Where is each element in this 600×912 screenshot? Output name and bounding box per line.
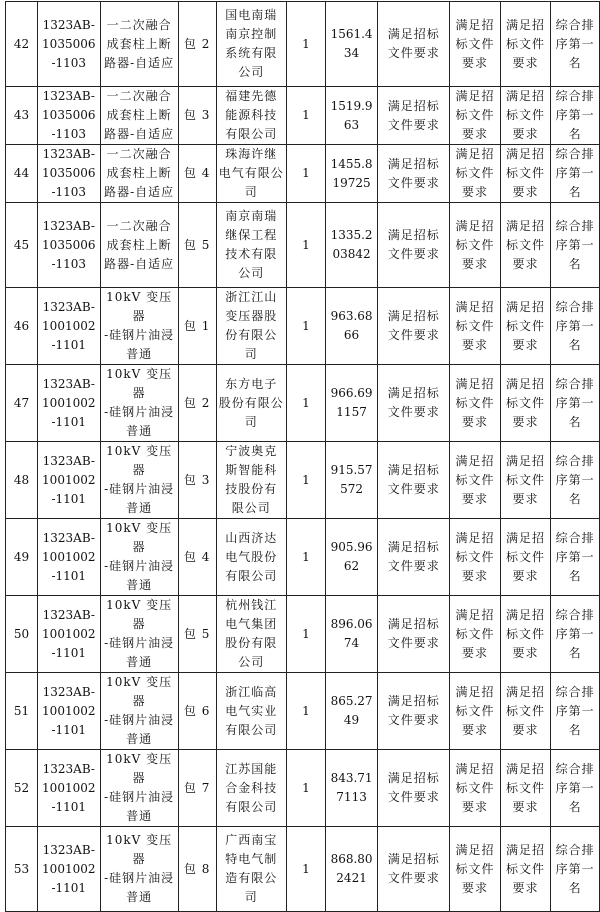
package-text: 包 3	[183, 472, 211, 487]
seq-cell	[6, 87, 38, 145]
quantity-cell	[286, 442, 325, 519]
technical-review-cell	[450, 145, 500, 203]
bidder-cell	[216, 2, 286, 87]
technical-review-text: 满足招 标文件 要求	[455, 299, 495, 352]
item-code-cell	[37, 750, 100, 827]
item-code-cell	[37, 145, 100, 203]
seq-cell	[6, 673, 38, 750]
quantity-text: 1	[302, 626, 310, 641]
package-cell	[178, 442, 216, 519]
price-review-cell	[500, 2, 550, 87]
ranking-result-text: 综合排 序第一 名	[555, 376, 595, 429]
seq-text: 46	[13, 318, 30, 333]
ranking-result-cell	[551, 145, 600, 203]
commercial-review-cell	[378, 673, 450, 750]
seq-cell	[6, 203, 38, 288]
package-cell	[178, 288, 216, 365]
bid-price-cell	[326, 365, 378, 442]
material-name-text: 一二次融合 成套柱上断 路器-自适应	[104, 218, 175, 271]
item-code-cell	[37, 365, 100, 442]
bidder-cell	[216, 365, 286, 442]
material-name-text: 一二次融合 成套柱上断 路器-自适应	[104, 17, 175, 70]
seq-cell	[6, 519, 38, 596]
quantity-cell	[286, 673, 325, 750]
table-row	[6, 596, 600, 673]
package-text: 包 8	[183, 861, 211, 876]
bidder-cell	[216, 519, 286, 596]
technical-review-cell	[450, 442, 500, 519]
material-name-cell	[100, 442, 178, 519]
table-row	[6, 750, 600, 827]
package-cell	[178, 596, 216, 673]
seq-cell	[6, 596, 38, 673]
material-name-cell	[100, 519, 178, 596]
ranking-result-cell	[551, 442, 600, 519]
bid-price-text: 1455.8 19725	[330, 156, 373, 190]
package-cell	[178, 827, 216, 912]
bidder-cell	[216, 203, 286, 288]
seq-text: 51	[13, 703, 30, 718]
package-text: 包 6	[183, 703, 211, 718]
bid-price-cell	[326, 203, 378, 288]
item-code-cell	[37, 288, 100, 365]
technical-review-cell	[450, 203, 500, 288]
technical-review-text: 满足招 标文件 要求	[455, 17, 495, 70]
bidder-cell	[216, 673, 286, 750]
price-review-cell	[500, 288, 550, 365]
bidder-cell	[216, 442, 286, 519]
technical-review-text: 满足招 标文件 要求	[455, 607, 495, 660]
bid-price-text: 1335.2 03842	[330, 228, 373, 261]
ranking-result-text: 综合排 序第一 名	[555, 299, 595, 352]
quantity-text: 1	[302, 780, 310, 795]
seq-text: 53	[13, 861, 30, 876]
seq-cell	[6, 750, 38, 827]
technical-review-text: 满足招 标文件 要求	[455, 684, 495, 737]
bid-price-cell	[326, 87, 378, 145]
technical-review-text: 满足招 标文件 要求	[455, 89, 495, 141]
ranking-result-text: 综合排 序第一 名	[555, 218, 595, 271]
quantity-cell	[286, 827, 325, 912]
table-row	[6, 203, 600, 288]
quantity-cell	[286, 365, 325, 442]
seq-cell	[6, 365, 38, 442]
ranking-result-cell	[551, 750, 600, 827]
table-row	[6, 365, 600, 442]
item-code-cell	[37, 596, 100, 673]
seq-text: 50	[13, 626, 30, 641]
table-row	[6, 442, 600, 519]
package-text: 包 5	[183, 237, 211, 252]
commercial-review-cell	[378, 750, 450, 827]
quantity-text: 1	[302, 395, 310, 410]
ranking-result-text: 综合排 序第一 名	[555, 17, 595, 70]
bid-price-cell	[326, 673, 378, 750]
quantity-text: 1	[302, 861, 310, 876]
table-row	[6, 519, 600, 596]
item-code-text: 1323AB- 1035006 -1103	[42, 147, 96, 199]
item-code-text: 1323AB- 1001002 -1101	[42, 530, 96, 583]
quantity-text: 1	[302, 237, 310, 252]
bidder-text: 东方电子 股份有限公司	[218, 376, 284, 429]
material-name-cell	[100, 145, 178, 203]
bid-price-text: 1561.4 34	[330, 27, 373, 60]
seq-cell	[6, 2, 38, 87]
technical-review-cell	[450, 365, 500, 442]
commercial-review-text: 满足招标 文件要求	[387, 540, 440, 573]
commercial-review-text: 满足招标 文件要求	[387, 309, 440, 342]
ranking-result-cell	[551, 87, 600, 145]
commercial-review-cell	[378, 145, 450, 203]
price-review-cell	[500, 596, 550, 673]
item-code-text: 1323AB- 1001002 -1101	[42, 684, 96, 737]
quantity-cell	[286, 750, 325, 827]
bid-price-cell	[326, 750, 378, 827]
quantity-cell	[286, 288, 325, 365]
item-code-text: 1323AB- 1035006 -1103	[42, 218, 96, 271]
material-name-text: 10kV 变压器 -硅钢片油浸 普通	[104, 290, 175, 361]
ranking-result-cell	[551, 673, 600, 750]
bid-price-text: 868.80 2421	[330, 852, 373, 885]
bid-price-text: 843.71 7113	[330, 771, 373, 804]
price-review-text: 满足招 标文件 要求	[506, 218, 546, 271]
package-text: 包 2	[183, 395, 211, 410]
material-name-cell	[100, 365, 178, 442]
material-name-text: 一二次融合 成套柱上断 路器-自适应	[104, 89, 175, 141]
item-code-text: 1323AB- 1035006 -1103	[42, 17, 96, 70]
table-row	[6, 2, 600, 87]
package-text: 包 5	[183, 626, 211, 641]
material-name-cell	[100, 2, 178, 87]
seq-text: 49	[13, 549, 30, 564]
material-name-text: 10kV 变压器 -硅钢片油浸 普通	[104, 752, 175, 823]
bidder-text: 山西济达 电气股份 有限公司	[225, 530, 278, 583]
material-name-text: 10kV 变压器 -硅钢片油浸 普通	[104, 833, 175, 904]
bid-price-cell	[326, 288, 378, 365]
table-row	[6, 87, 600, 145]
quantity-text: 1	[302, 472, 310, 487]
item-code-cell	[37, 442, 100, 519]
commercial-review-cell	[378, 288, 450, 365]
ranking-result-text: 综合排 序第一 名	[555, 607, 595, 660]
material-name-text: 10kV 变压器 -硅钢片油浸 普通	[104, 598, 175, 669]
bidder-text: 宁波奥克 斯智能科 技股份有 限公司	[225, 444, 278, 515]
price-review-cell	[500, 365, 550, 442]
bid-price-text: 963.68 66	[330, 309, 373, 342]
package-text: 包 7	[183, 780, 211, 795]
ranking-result-text: 综合排 序第一 名	[555, 684, 595, 737]
bid-price-cell	[326, 827, 378, 912]
item-code-text: 1323AB- 1001002 -1101	[42, 376, 96, 429]
commercial-review-cell	[378, 596, 450, 673]
item-code-text: 1323AB- 1001002 -1101	[42, 607, 96, 660]
commercial-review-cell	[378, 442, 450, 519]
quantity-cell	[286, 87, 325, 145]
item-code-cell	[37, 673, 100, 750]
bidder-cell	[216, 288, 286, 365]
bid-price-text: 896.06 74	[330, 617, 373, 650]
quantity-cell	[286, 145, 325, 203]
quantity-cell	[286, 519, 325, 596]
price-review-cell	[500, 673, 550, 750]
item-code-cell	[37, 2, 100, 87]
bidder-cell	[216, 750, 286, 827]
material-name-cell	[100, 87, 178, 145]
price-review-text: 满足招 标文件 要求	[506, 147, 546, 199]
package-text: 包 4	[183, 166, 211, 180]
seq-text: 48	[13, 472, 30, 487]
commercial-review-cell	[378, 519, 450, 596]
ranking-result-cell	[551, 596, 600, 673]
package-text: 包 2	[183, 36, 211, 51]
item-code-text: 1323AB- 1001002 -1101	[42, 761, 96, 814]
package-cell	[178, 87, 216, 145]
table-row	[6, 145, 600, 203]
technical-review-cell	[450, 750, 500, 827]
commercial-review-text: 满足招标 文件要求	[387, 98, 440, 132]
price-review-text: 满足招 标文件 要求	[506, 607, 546, 660]
price-review-text: 满足招 标文件 要求	[506, 89, 546, 141]
ranking-result-cell	[551, 365, 600, 442]
technical-review-cell	[450, 2, 500, 87]
seq-text: 43	[13, 108, 30, 122]
technical-review-text: 满足招 标文件 要求	[455, 453, 495, 506]
technical-review-text: 满足招 标文件 要求	[455, 842, 495, 895]
bid-price-text: 865.27 49	[330, 694, 373, 727]
ranking-result-cell	[551, 2, 600, 87]
item-code-text: 1323AB- 1001002 -1101	[42, 299, 96, 352]
package-cell	[178, 519, 216, 596]
commercial-review-text: 满足招标 文件要求	[387, 617, 440, 650]
seq-text: 47	[13, 395, 30, 410]
quantity-text: 1	[302, 166, 310, 180]
item-code-cell	[37, 827, 100, 912]
bid-price-cell	[326, 596, 378, 673]
ranking-result-cell	[551, 519, 600, 596]
commercial-review-cell	[378, 2, 450, 87]
quantity-text: 1	[302, 108, 310, 122]
price-review-text: 满足招 标文件 要求	[506, 299, 546, 352]
technical-review-cell	[450, 827, 500, 912]
technical-review-cell	[450, 673, 500, 750]
bidder-text: 珠海许继 电气有限公司	[218, 147, 284, 199]
ranking-result-text: 综合排 序第一 名	[555, 530, 595, 583]
package-cell	[178, 203, 216, 288]
quantity-cell	[286, 596, 325, 673]
commercial-review-text: 满足招标 文件要求	[387, 156, 440, 190]
bid-results-table	[5, 1, 600, 912]
material-name-text: 10kV 变压器 -硅钢片油浸 普通	[104, 444, 175, 515]
quantity-text: 1	[302, 318, 310, 333]
commercial-review-text: 满足招标 文件要求	[387, 852, 440, 885]
commercial-review-text: 满足招标 文件要求	[387, 228, 440, 261]
commercial-review-cell	[378, 365, 450, 442]
ranking-result-cell	[551, 203, 600, 288]
ranking-result-cell	[551, 288, 600, 365]
bidder-cell	[216, 145, 286, 203]
technical-review-text: 满足招 标文件 要求	[455, 761, 495, 814]
seq-text: 45	[13, 237, 30, 252]
quantity-cell	[286, 203, 325, 288]
bid-price-text: 1519.9 63	[330, 98, 373, 132]
seq-cell	[6, 145, 38, 203]
item-code-cell	[37, 87, 100, 145]
bid-price-cell	[326, 2, 378, 87]
bid-price-cell	[326, 442, 378, 519]
bidder-text: 浙江江山 变压器股 份有限公 司	[225, 290, 278, 361]
commercial-review-cell	[378, 203, 450, 288]
ranking-result-text: 综合排 序第一 名	[555, 89, 595, 141]
material-name-text: 10kV 变压器 -硅钢片油浸 普通	[104, 521, 175, 592]
table-row	[6, 673, 600, 750]
technical-review-text: 满足招 标文件 要求	[455, 530, 495, 583]
bid-price-cell	[326, 519, 378, 596]
material-name-cell	[100, 596, 178, 673]
technical-review-cell	[450, 288, 500, 365]
price-review-cell	[500, 442, 550, 519]
commercial-review-text: 满足招标 文件要求	[387, 27, 440, 60]
package-text: 包 3	[183, 108, 211, 122]
table-row	[6, 827, 600, 912]
price-review-text: 满足招 标文件 要求	[506, 684, 546, 737]
seq-text: 52	[13, 780, 30, 795]
material-name-cell	[100, 288, 178, 365]
table-row	[6, 288, 600, 365]
bidder-text: 江苏国能 合金科技 有限公司	[225, 761, 278, 814]
bidder-text: 福建先德 能源科技 有限公司	[225, 89, 278, 141]
quantity-text: 1	[302, 549, 310, 564]
table-body	[6, 2, 600, 912]
ranking-result-text: 综合排 序第一 名	[555, 842, 595, 895]
package-cell	[178, 365, 216, 442]
bidder-cell	[216, 827, 286, 912]
bidder-text: 南京南瑞 继保工程 技术有限 公司	[225, 209, 278, 280]
technical-review-text: 满足招 标文件 要求	[455, 218, 495, 271]
package-text: 包 1	[183, 318, 211, 333]
bidder-cell	[216, 596, 286, 673]
item-code-cell	[37, 203, 100, 288]
bidder-text: 国电南瑞 南京控制 系统有限 公司	[225, 8, 278, 79]
price-review-text: 满足招 标文件 要求	[506, 842, 546, 895]
bidder-cell	[216, 87, 286, 145]
quantity-text: 1	[302, 703, 310, 718]
technical-review-cell	[450, 596, 500, 673]
bid-price-text: 915.57 572	[330, 463, 373, 496]
package-text: 包 4	[183, 549, 211, 564]
price-review-cell	[500, 145, 550, 203]
material-name-text: 一二次融合 成套柱上断 路器-自适应	[104, 147, 175, 199]
quantity-cell	[286, 2, 325, 87]
quantity-text: 1	[302, 36, 310, 51]
material-name-cell	[100, 673, 178, 750]
material-name-text: 10kV 变压器 -硅钢片油浸 普通	[104, 675, 175, 746]
ranking-result-cell	[551, 827, 600, 912]
material-name-cell	[100, 750, 178, 827]
commercial-review-text: 满足招标 文件要求	[387, 771, 440, 804]
material-name-text: 10kV 变压器 -硅钢片油浸 普通	[104, 367, 175, 438]
technical-review-text: 满足招 标文件 要求	[455, 147, 495, 199]
package-cell	[178, 673, 216, 750]
material-name-cell	[100, 203, 178, 288]
commercial-review-cell	[378, 87, 450, 145]
price-review-cell	[500, 519, 550, 596]
item-code-cell	[37, 519, 100, 596]
price-review-cell	[500, 203, 550, 288]
price-review-text: 满足招 标文件 要求	[506, 530, 546, 583]
price-review-text: 满足招 标文件 要求	[506, 453, 546, 506]
seq-cell	[6, 827, 38, 912]
ranking-result-text: 综合排 序第一 名	[555, 761, 595, 814]
package-cell	[178, 145, 216, 203]
item-code-text: 1323AB- 1001002 -1101	[42, 453, 96, 506]
price-review-text: 满足招 标文件 要求	[506, 761, 546, 814]
price-review-cell	[500, 750, 550, 827]
bid-price-text: 966.69 1157	[330, 386, 373, 419]
bidder-text: 杭州钱江 电气集团 股份有限 公司	[225, 598, 278, 669]
package-cell	[178, 750, 216, 827]
material-name-cell	[100, 827, 178, 912]
seq-cell	[6, 442, 38, 519]
bid-price-cell	[326, 145, 378, 203]
technical-review-cell	[450, 519, 500, 596]
ranking-result-text: 综合排 序第一 名	[555, 147, 595, 199]
bidder-text: 广西南宝 特电气制 造有限公 司	[225, 833, 278, 904]
package-cell	[178, 2, 216, 87]
price-review-cell	[500, 87, 550, 145]
commercial-review-cell	[378, 827, 450, 912]
bid-price-text: 905.96 62	[330, 540, 373, 573]
price-review-cell	[500, 827, 550, 912]
price-review-text: 满足招 标文件 要求	[506, 17, 546, 70]
commercial-review-text: 满足招标 文件要求	[387, 386, 440, 419]
item-code-text: 1323AB- 1035006 -1103	[42, 89, 96, 141]
seq-text: 44	[13, 166, 30, 180]
ranking-result-text: 综合排 序第一 名	[555, 453, 595, 506]
technical-review-text: 满足招 标文件 要求	[455, 376, 495, 429]
price-review-text: 满足招 标文件 要求	[506, 376, 546, 429]
commercial-review-text: 满足招标 文件要求	[387, 463, 440, 496]
seq-text: 42	[13, 36, 30, 51]
commercial-review-text: 满足招标 文件要求	[387, 694, 440, 727]
technical-review-cell	[450, 87, 500, 145]
seq-cell	[6, 288, 38, 365]
item-code-text: 1323AB- 1001002 -1101	[42, 842, 96, 895]
bidder-text: 浙江临高 电气实业 有限公司	[225, 684, 278, 737]
